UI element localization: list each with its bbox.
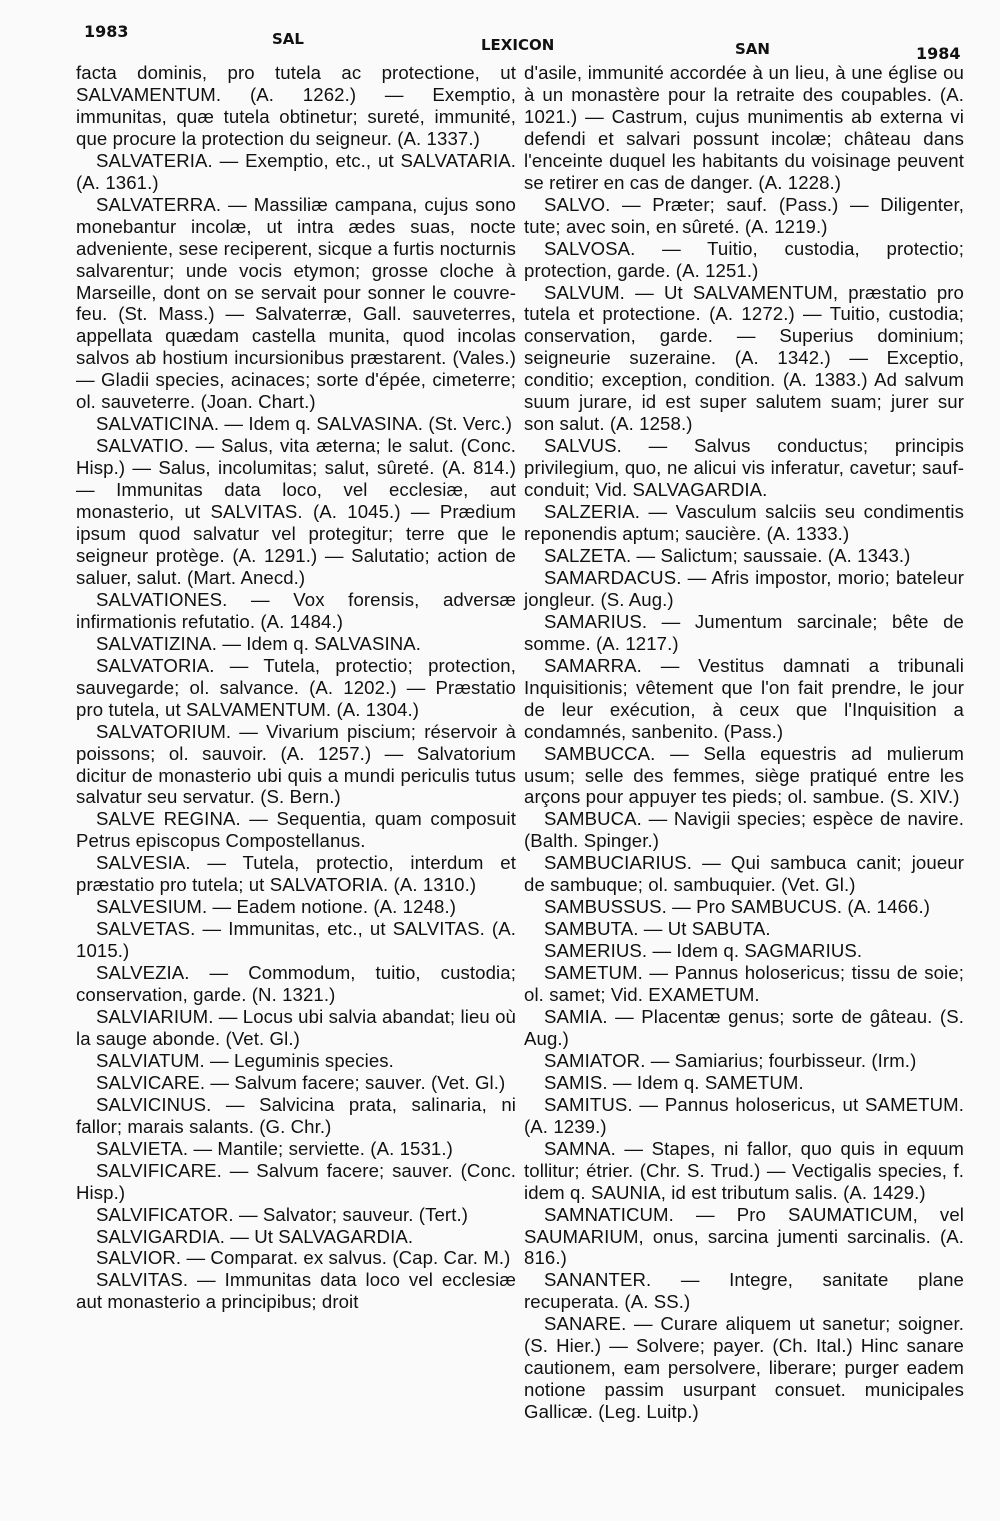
entry-sambuta: SAMBUTA. — Ut SABUTA. — [544, 918, 771, 940]
entry-salvesia: SALVESIA. — Tutela, protectio, interdum et præstatio pro tutela; ut SALVATORIA. (A. 1310.) — [76, 852, 516, 896]
entry-continuation: d'asile, immunité accordée à un lieu, à une église ou à un monastère pour la retraite des coupables. (A. 1021.) — Castrum, cujus munimentis ab externa vi defendi et salvari possunt incolæ; château dans l'enceinte duquel les habitants du voisinage peuvent se retirer en cas de danger. (A. 1228.) — [524, 62, 964, 193]
entry-salvicare: SALVICARE. — Salvum facere; sauver. (Vet. Gl.) — [96, 1071, 506, 1093]
entry-sanare: SANARE. — Curare aliquem ut sanetur; soigner. (S. Hier.) — Solvere; payer. (Ch. Ital.) Hinc sanare cautionem, eam persolvere, liberare; purger eadem notione passim usurpant consuet. municipales Gallicæ. (Leg. Luitp.) — [524, 1313, 964, 1423]
entry-sametum: SAMETUM. — Pannus holosericus; tissu de soie; ol. samet; Vid. EXAMETUM. — [524, 962, 964, 1006]
entry-salvaticina: SALVATICINA. — Idem q. SALVASINA. (St. Verc.) — [96, 413, 513, 435]
entry-salvetas: SALVETAS. — Immunitas, etc., ut SALVITAS. (A. 1015.) — [76, 918, 516, 962]
page-number-right: 1984 — [916, 44, 961, 63]
entry-salvitas: SALVITAS. — Immunitas data loco vel ecclesiæ aut monasterio a principibus; droit — [76, 1269, 516, 1313]
page-header — [0, 0, 1000, 62]
entry-salviarium: SALVIARIUM. — Locus ubi salvia abandat; lieu où la sauge abonde. (Vet. Gl.) — [76, 1005, 516, 1049]
entry-sambucca: SAMBUCCA. — Sella equestris ad mulierum usum; selle des femmes, siège pratiqué entre les arçons pour appuyer tes pieds; ol. sambue. (S. XIV.) — [524, 742, 964, 808]
entry-salvificator: SALVIFICATOR. — Salvator; sauveur. (Tert.) — [96, 1203, 469, 1225]
entry-samnaticum: SAMNATICUM. — Pro SAUMATICUM, vel SAUMARIUM, onus, sarcina jumenti sarcinalis. (A. 816.) — [524, 1203, 964, 1269]
entry-samarius: SAMARIUS. — Jumentum sarcinale; bête de somme. (A. 1217.) — [524, 610, 964, 654]
entry-salvatoria: SALVATORIA. — Tutela, protectio; protection, sauvegarde; ol. salvance. (A. 1202.) — Præstatio pro tutela, ut SALVAMENTUM. (A. 1304.) — [76, 654, 516, 720]
entry-samis: SAMIS. — Idem q. SAMETUM. — [544, 1071, 804, 1093]
entry-samarra: SAMARRA. — Vestitus damnati a tribunali Inquisitionis; vêtement que l'on fait prendre, le jour de leur exécution, à ceux que l'Inquisition a condamnés, sanbenito. (Pass.) — [524, 654, 964, 742]
entry-salvior: SALVIOR. — Comparat. ex salvus. (Cap. Car. M.) — [96, 1247, 511, 1269]
entry-salvosa: SALVOSA. — Tuitio, custodia, protectio; protection, garde. (A. 1251.) — [524, 237, 964, 281]
entry-salvieta: SALVIETA. — Mantile; serviette. (A. 1531.) — [96, 1137, 453, 1159]
right-column — [524, 62, 964, 1423]
entry-samna: SAMNA. — Stapes, ni fallor, quo quis in equum tollitur; étrier. (Chr. S. Trud.) — Vectigalis species, f. idem q. SAUNIA, id est tributum salis. (A. 1429.) — [524, 1137, 964, 1203]
entry-salvatizina: SALVATIZINA. — Idem q. SALVASINA. — [96, 632, 422, 654]
entry-salvaterra: SALVATERRA. — Massiliæ campana, cujus sono monebantur incolæ, ut intra ædes suas, nocte adveniente, sese reciperent, sicque a furtis nocturnis salvarentur; unde vocis etymon; grosse cloche à Marseille, dont on se servait pour sonner le couvre-feu. (St. Mass.) — Salvaterræ, Gall. sauveterres, appellata quædam castella munita, quod incolas salvos ab hostium incursionibus præstarent. (Vales.) — Gladii species, acinaces; sorte d'épée, cimeterre; ol. sauveterre. (Joan. Chart.) — [76, 193, 516, 413]
left-column — [76, 62, 516, 1313]
entry-sananter: SANANTER. — Integre, sanitate plane recuperata. (A. SS.) — [524, 1269, 964, 1313]
guide-word-right: SAN — [735, 40, 770, 58]
guide-word-left: SAL — [272, 30, 304, 48]
entry-salvo: SALVO. — Præter; sauf. (Pass.) — Diligenter, tute; avec soin, en sûreté. (A. 1219.) — [524, 193, 964, 237]
entry-samardacus: SAMARDACUS. — Afris impostor, morio; bateleur jongleur. (S. Aug.) — [524, 566, 964, 610]
entry-salvatorium: SALVATORIUM. — Vivarium piscium; réservoir à poissons; ol. sauvoir. (A. 1257.) — Salvatorium dicitur de monasterio ubi quis a mundi periculis tutus salvatur seu servatur. (S. Bern.) — [76, 720, 516, 808]
running-title: LEXICON — [481, 36, 555, 54]
entry-sambussus: SAMBUSSUS. — Pro SAMBUCUS. (A. 1466.) — [544, 896, 931, 918]
entry-salvum: SALVUM. — Ut SALVAMENTUM, præstatio pro tutela et protectione. (A. 1272.) — Tuitio, custodia; conservation, garde. — Superius dominium; seigneurie suzeraine. (A. 1342.) — Exceptio, conditio; exception, condition. (A. 1383.) Ad salvum suum jurare, id est super salutem suam; jurer sur son salut. (A. 1258.) — [524, 281, 964, 435]
entry-salzeta: SALZETA. — Salictum; saussaie. (A. 1343.) — [544, 544, 911, 566]
entry-continuation: facta dominis, pro tutela ac protectione, ut SALVAMENTUM. (A. 1262.) — Exemptio, immunitas, quæ tutela obtinetur; sureté, immunité, que procure la protection du seigneur. (A. 1337.) — [76, 62, 516, 149]
page-number-left: 1983 — [84, 22, 129, 41]
entry-salviatum: SALVIATUM. — Leguminis species. — [96, 1049, 394, 1071]
entry-salvicinus: SALVICINUS. — Salvicina prata, salinaria, ni fallor; marais salants. (G. Chr.) — [76, 1093, 516, 1137]
entry-salzeria: SALZERIA. — Vasculum salciis seu condimentis reponendis aptum; saucière. (A. 1333.) — [524, 501, 964, 545]
entry-salvus: SALVUS. — Salvus conductus; principis privilegium, quo, ne alicui vis inferatur, cavetur; sauf-conduit; Vid. SALVAGARDIA. — [524, 435, 964, 501]
entry-salvatio: SALVATIO. — Salus, vita æterna; le salut. (Conc. Hisp.) — Salus, incolumitas; salut, sûreté. (A. 814.) — Immunitas data loco, vel ecclesiæ, aut monasterio, ut SALVITAS. (A. 1045.) — Prædium ipsum quod salvatur vel protegitur; terre que le seigneur protège. (A. 1291.) — Salutatio; action de saluer, salut. (Mart. Anecd.) — [76, 435, 516, 588]
entry-samiator: SAMIATOR. — Samiarius; fourbisseur. (Irm.) — [544, 1049, 917, 1071]
entry-sambuciarius: SAMBUCIARIUS. — Qui sambuca canit; joueur de sambuque; ol. sambuquier. (Vet. Gl.) — [524, 852, 964, 896]
entry-salve-regina: SALVE REGINA. — Sequentia, quam composuit Petrus episcopus Compostellanus. — [76, 808, 516, 852]
entry-salvezia: SALVEZIA. — Commodum, tuitio, custodia; conservation, garde. (N. 1321.) — [76, 962, 516, 1006]
entry-samia: SAMIA. — Placentæ genus; sorte de gâteau. (S. Aug.) — [524, 1005, 964, 1049]
entry-samitus: SAMITUS. — Pannus holosericus, ut SAMETUM. (A. 1239.) — [524, 1093, 964, 1137]
entry-salvesium: SALVESIUM. — Eadem notione. (A. 1248.) — [96, 896, 457, 918]
entry-salvificare: SALVIFICARE. — Salvum facere; sauver. (Conc. Hisp.) — [76, 1159, 516, 1203]
entry-sambuca: SAMBUCA. — Navigii species; espèce de navire. (Balth. Spinger.) — [524, 808, 964, 852]
entry-salvationes: SALVATIONES. — Vox forensis, adversæ infirmationis refutatio. (A. 1484.) — [76, 588, 516, 632]
entry-salvateria: SALVATERIA. — Exemptio, etc., ut SALVATARIA. (A. 1361.) — [76, 149, 516, 193]
entry-samerius: SAMERIUS. — Idem q. SAGMARIUS. — [544, 940, 863, 962]
entry-salvigardia: SALVIGARDIA. — Ut SALVAGARDIA. — [96, 1225, 414, 1247]
